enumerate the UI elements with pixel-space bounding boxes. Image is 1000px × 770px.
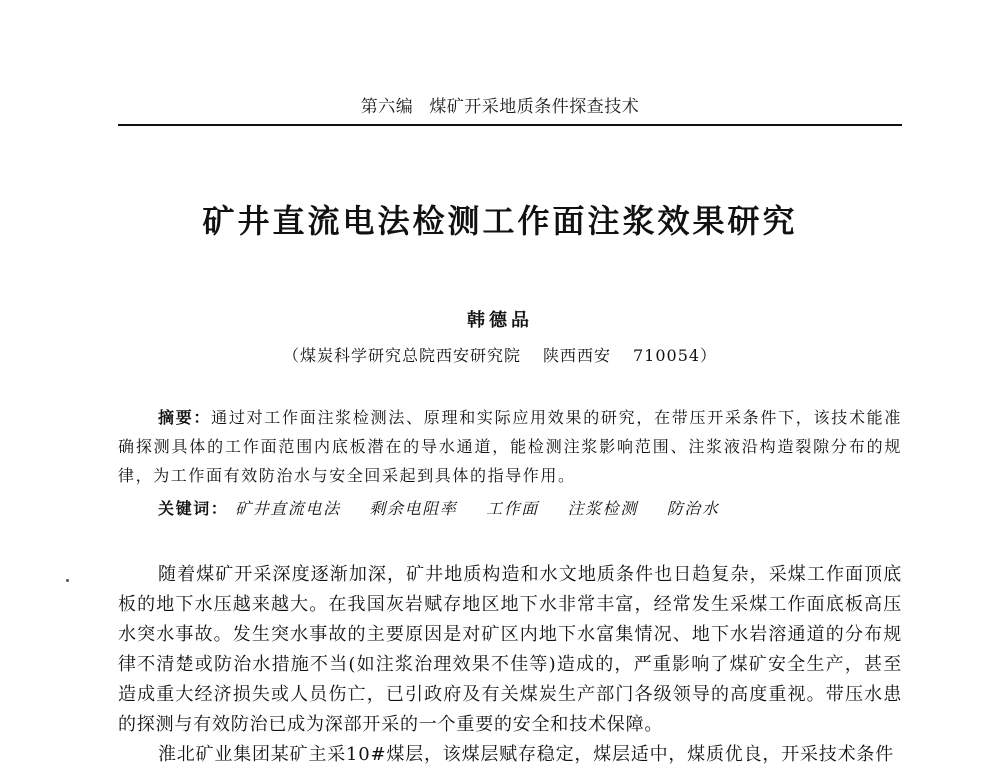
abstract-label: 摘要： — [158, 408, 212, 427]
keyword-item: 工作面 — [486, 499, 539, 518]
keyword-item: 剩余电阻率 — [369, 499, 458, 518]
body-paragraph: 随着煤矿开采深度逐渐加深，矿井地质构造和水文地质条件也日趋复杂，采煤工作面顶底板的地下水压越来越大。在我国灰岩赋存地区地下水非常丰富，经常发生采煤工作面底板高压水突水事故。发生突水事故的主要原因是对矿区内地下水富集情况、地下水岩溶通道的分布规律不清楚或防治水措施不当(如注浆治理效果不佳等)造成的，严重影响了煤矿安全生产，甚至造成重大经济损失或人员伤亡，已引政府及有关煤炭生产部门各级领导的高度重视。带压水患的探测与有效防治已成为深部开采的一个重要的安全和技术保障。 — [118, 564, 902, 735]
running-header — [0, 92, 1000, 117]
abstract-text: 通过对工作面注浆检测法、原理和实际应用效果的研究，在带压开采条件下，该技术能准确探测具体的工作面范围内底板潜在的导水通道，能检测注浆影响范围、注浆液沿构造裂隙分布的规律，为工作面有效防治水与安全回采起到具体的指导作用。 — [118, 408, 902, 485]
author-name: 韩德品 — [467, 310, 533, 331]
affiliation-location: 陕西西安 — [542, 346, 611, 365]
header-rule — [118, 124, 902, 126]
author-affiliation — [0, 343, 1000, 366]
keyword-item: 防治水 — [666, 499, 720, 518]
scan-speck — [66, 579, 69, 582]
affiliation-org: （煤炭科学研究总院西安研究院 — [282, 346, 521, 365]
keyword-item: 注浆检测 — [567, 499, 638, 518]
abstract — [118, 403, 902, 490]
header-part: 第六编 — [360, 97, 414, 117]
affiliation-zip: 710054） — [632, 346, 718, 365]
header-section: 煤矿开采地质条件探查技术 — [429, 97, 640, 117]
keyword-item: 矿井直流电法 — [235, 499, 341, 518]
keywords — [158, 496, 742, 519]
keywords-label: 关键词： — [158, 499, 229, 518]
body-text — [118, 560, 902, 770]
body-paragraph: 淮北矿业集团某矿主采10#煤层，该煤层赋存稳定，煤层适中，煤质优良，开采技术条件 — [158, 744, 894, 765]
paper-title: 矿井直流电法检测工作面注浆效果研究 — [202, 202, 798, 240]
